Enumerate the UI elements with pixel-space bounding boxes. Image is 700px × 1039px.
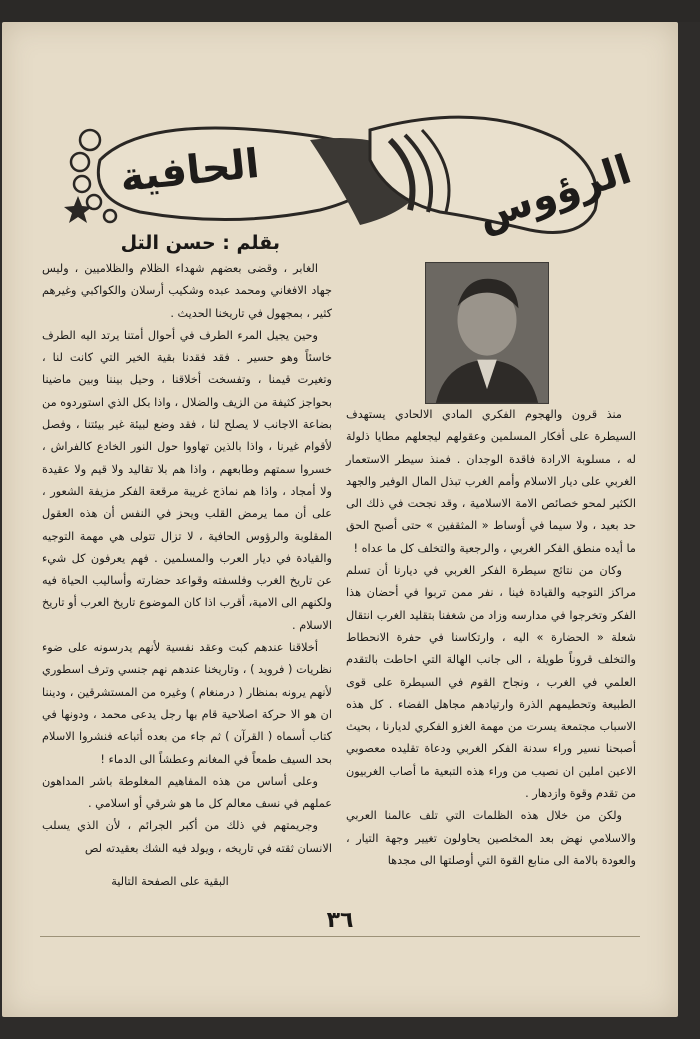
continued-note: البقية على الصفحة التالية xyxy=(111,875,229,888)
paragraph: وجريمتهم في ذلك من أكبر الجرائم ، لأن الذي يسلب الانسان ثقته في تاريخه ، ويولد فيه الشك بعقيدته لص xyxy=(42,819,332,855)
paragraph: وحين يجيل المرء الطرف في أحوال أمتنا يرتد اليه الطرف خاسئاً وهو حسير . فقد فقدنا بقية الخير التي كانت لنا ، وتغيرت قيمنا ، وتفسخت أخلاقنا ، وحيل بيننا وبين ماضينا بحواجز كثيفة من الزيف والضلال ، واذا بكل الذي استوردوه من بضاعة الاجانب لا يصلح لنا ، فقد وضع لبيئة غير بيئتنا ، وفصل لأقوام غيرنا ، واذا بالذين تهاووا حول النور الخادع كالفراش ، خسروا سمتهم وطابعهم ، واذا هم بلا تقاليد ولا قيم ولا عقيدة ولا أمجاد ، واذا هم نماذج غريبة مرقعة الفكر مزيفة الشعور ، على أن مما يرمض القلب ويحز في النفس أن هذه العقول المقلوبة والرؤوس الحافية ، لا تزال تتولى هي مهمة التوجيه والقيادة في ديار العرب والمسلمين . فهم يعرفون كل شيء عن تاريخ الغرب وفلسفته وقواعد حضارته وأساليب الحياة فيه ولكنهم الى الامية، أقرب اذا كان الموضوع تاريخ العرب أو تاريخ الاسلام . xyxy=(42,328,332,632)
scan-border xyxy=(0,0,700,22)
paragraph: منذ قرون والهجوم الفكري المادي الالحادي يستهدف السيطرة على أفكار المسلمين وعقولهم ليجعلهم مطايا ذلولة له ، مسلوبة الارادة فاقدة الوجدان . فمنذ سيطر الاستعمار الغربي على ديار الاسلام وأمم الغرب تبذل المال الوفير والجهد الكثير لمحو خصائص الامة الاسلامية ، وقد نجحت في ذلك الى حد بعيد ، ولا سيما في أوساط « المثقفين » حتى أصبح الحق ما أيده منطق الفكر الغربي ، والرجعية والتخلف كل ما عداه ! xyxy=(346,408,636,555)
paragraph: وكان من نتائج سيطرة الفكر الغربي في ديارنا أن تسلم مراكز التوجيه والقيادة فينا ، نفر ممن تربوا في أحضان هذا الفكر وتخرجوا في مدارسه وزاد من شغفنا بتقليد الغرب انتقال شعلة « الحضارة » اليه ، وارتكاسنا في حفرة الانحطاط والتخلف قروناً طويلة ، الى جانب الهالة التي احاطت بالتقدم العلمي في الغرب ، ونجاح القوم في السيطرة على قوى الطبيعة وتحطيمهم الذرة وارتيادهم مجاهل الفضاء . كل هذه الاسباب مجتمعة يسرت من مهمة الغزو الفكري لديارنا ، بحيث أصبحنا نسير وراء سدنة الفكر الغربي ودعاة تقليده معصوبي الاعين املين ان نصيب من وراء هذه التبعية ما أصاب الغربيون من تقدم وقوة وازدهار . xyxy=(346,564,636,801)
article-title-word-2: الحافية xyxy=(117,140,262,202)
article-column-left xyxy=(42,258,332,893)
paragraph: أخلاقنا عندهم كبت وعقد نفسية لأنهم يدرسونه على ضوء نظريات ( فرويد ) ، وتاريخنا عندهم نهم جنسي وترف اسطوري لأنهم يرونه بمنظار ( درمنغام ) وغيره من المستشرقين ، وديننا ان هو الا حركة اصلاحية قام بها رجل يدعى محمد ، ودونها في كتاب أسماه ( القرآن ) ثم جاء من بعده أتباعه فنشروا الاسلام بحد السيف طمعاً في المغانم وعطشاً الى الدماء ! xyxy=(42,641,332,766)
author-photo xyxy=(425,262,549,404)
paragraph: وعلى أساس من هذه المفاهيم المغلوطة باشر المداهون عملهم في نسف معالم كل ما هو شرقي أو اسلامي . xyxy=(42,774,332,811)
paragraph: ولكن من خلال هذه الظلمات التي تلف عالمنا العربي والاسلامي نهض بعد المخلصين يحاولون تغيير وجهة التيار ، والعودة بالامة الى منابع القوة التي أوصلتها الى مجدها xyxy=(346,809,636,867)
paragraph: الغابر ، وقضى بعضهم شهداء الظلام والظلاميين ، وليس جهاد الافغاني ومحمد عبده وشكيب أرسلان والكواكبي وغيرهم كثير ، بمجهول في تاريخنا الحديث . xyxy=(42,262,332,320)
article-title-word-1: الرؤوس xyxy=(471,146,637,240)
page-number: ٣٦ xyxy=(326,908,354,933)
article-column-right xyxy=(346,404,636,894)
footer-divider xyxy=(40,936,640,937)
article-byline: بقلم : حسن التل xyxy=(120,232,280,254)
